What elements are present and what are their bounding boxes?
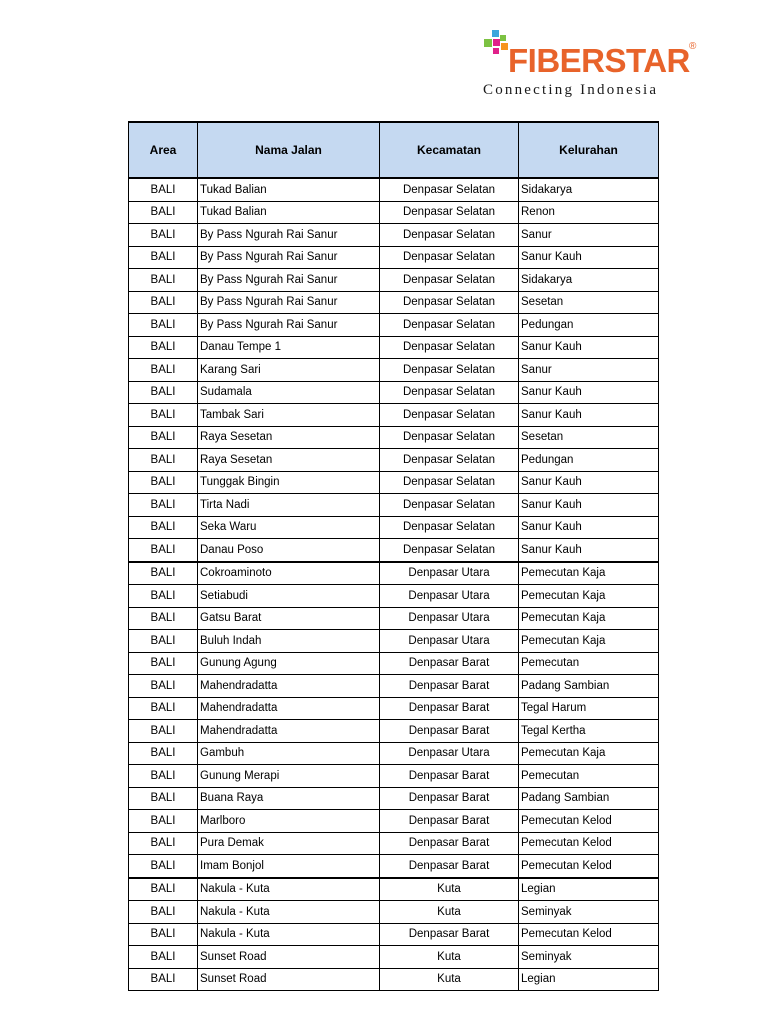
table-row [129, 314, 659, 337]
cell-kecamatan: Denpasar Selatan [380, 404, 519, 427]
cell-kecamatan: Kuta [380, 901, 519, 924]
cell-nama-jalan: Mahendradatta [198, 720, 380, 743]
cell-kecamatan: Denpasar Selatan [380, 314, 519, 337]
cell-area: BALI [129, 178, 198, 201]
cell-kecamatan: Denpasar Selatan [380, 494, 519, 517]
cell-kelurahan: Pemecutan Kaja [519, 607, 659, 630]
cell-kecamatan: Denpasar Barat [380, 720, 519, 743]
cell-kecamatan: Kuta [380, 968, 519, 991]
table-row [129, 291, 659, 314]
table-row [129, 607, 659, 630]
table-row [129, 742, 659, 765]
table-row [129, 765, 659, 788]
cell-kelurahan: Tegal Harum [519, 697, 659, 720]
table-row [129, 630, 659, 653]
cell-nama-jalan: Nakula - Kuta [198, 901, 380, 924]
cell-nama-jalan: Gambuh [198, 742, 380, 765]
table-header-row [129, 122, 659, 178]
cell-area: BALI [129, 269, 198, 292]
cell-area: BALI [129, 742, 198, 765]
cell-area: BALI [129, 359, 198, 382]
cell-nama-jalan: Buana Raya [198, 787, 380, 810]
cell-kelurahan: Pedungan [519, 449, 659, 472]
cell-nama-jalan: Sudamala [198, 381, 380, 404]
table-row [129, 787, 659, 810]
cell-kecamatan: Denpasar Selatan [380, 381, 519, 404]
table-row [129, 494, 659, 517]
cell-kelurahan: Sanur Kauh [519, 516, 659, 539]
cell-kecamatan: Denpasar Selatan [380, 269, 519, 292]
cell-nama-jalan: Tukad Balian [198, 178, 380, 201]
cell-kelurahan: Pemecutan Kaja [519, 742, 659, 765]
cell-kelurahan: Sidakarya [519, 269, 659, 292]
table-row [129, 516, 659, 539]
cell-nama-jalan: Sunset Road [198, 968, 380, 991]
cell-nama-jalan: Gunung Agung [198, 652, 380, 675]
cell-kecamatan: Denpasar Utara [380, 742, 519, 765]
cell-area: BALI [129, 404, 198, 427]
cell-kelurahan: Sanur Kauh [519, 404, 659, 427]
cell-nama-jalan: By Pass Ngurah Rai Sanur [198, 224, 380, 247]
cell-nama-jalan: Gunung Merapi [198, 765, 380, 788]
cell-kecamatan: Denpasar Selatan [380, 426, 519, 449]
table-row [129, 675, 659, 698]
table-row [129, 269, 659, 292]
table-row [129, 585, 659, 608]
cell-kelurahan: Padang Sambian [519, 787, 659, 810]
cell-nama-jalan: Tukad Balian [198, 201, 380, 224]
cell-kelurahan: Tegal Kertha [519, 720, 659, 743]
cell-kecamatan: Kuta [380, 878, 519, 901]
cell-area: BALI [129, 878, 198, 901]
cell-nama-jalan: Pura Demak [198, 832, 380, 855]
cell-nama-jalan: Cokroaminoto [198, 562, 380, 585]
table-row [129, 336, 659, 359]
table-row [129, 449, 659, 472]
cell-nama-jalan: By Pass Ngurah Rai Sanur [198, 291, 380, 314]
cell-kelurahan: Seminyak [519, 901, 659, 924]
cell-nama-jalan: Tambak Sari [198, 404, 380, 427]
cell-area: BALI [129, 246, 198, 269]
cell-area: BALI [129, 787, 198, 810]
cell-kelurahan: Pemecutan Kelod [519, 923, 659, 946]
cell-kecamatan: Denpasar Utara [380, 607, 519, 630]
table-row [129, 855, 659, 878]
cell-kelurahan: Sanur Kauh [519, 336, 659, 359]
cell-kelurahan: Sanur Kauh [519, 381, 659, 404]
cell-area: BALI [129, 516, 198, 539]
cell-area: BALI [129, 494, 198, 517]
cell-kecamatan: Denpasar Barat [380, 675, 519, 698]
cell-nama-jalan: Imam Bonjol [198, 855, 380, 878]
table-row [129, 178, 659, 201]
cell-kelurahan: Seminyak [519, 946, 659, 969]
cell-kecamatan: Denpasar Selatan [380, 449, 519, 472]
cell-kelurahan: Sanur [519, 224, 659, 247]
table-row [129, 968, 659, 991]
street-coverage-table [128, 121, 659, 991]
cell-nama-jalan: Tunggak Bingin [198, 471, 380, 494]
cell-nama-jalan: Sunset Road [198, 946, 380, 969]
table-row [129, 404, 659, 427]
cell-kelurahan: Pemecutan [519, 765, 659, 788]
cell-area: BALI [129, 426, 198, 449]
table-row [129, 539, 659, 562]
cell-nama-jalan: Mahendradatta [198, 675, 380, 698]
cell-nama-jalan: Seka Waru [198, 516, 380, 539]
logo-wordmark: FIBERSTAR [508, 42, 690, 79]
table-row [129, 471, 659, 494]
cell-area: BALI [129, 336, 198, 359]
cell-kelurahan: Sesetan [519, 291, 659, 314]
table-body [129, 178, 659, 991]
table-row [129, 359, 659, 382]
cell-kelurahan: Pemecutan [519, 652, 659, 675]
cell-area: BALI [129, 585, 198, 608]
table-row [129, 426, 659, 449]
cell-area: BALI [129, 923, 198, 946]
cell-nama-jalan: Tirta Nadi [198, 494, 380, 517]
cell-nama-jalan: Buluh Indah [198, 630, 380, 653]
cell-area: BALI [129, 855, 198, 878]
cell-kecamatan: Denpasar Utara [380, 562, 519, 585]
cell-area: BALI [129, 810, 198, 833]
cell-kelurahan: Legian [519, 878, 659, 901]
header-kelurahan: Kelurahan [519, 122, 659, 178]
cell-area: BALI [129, 946, 198, 969]
cell-kecamatan: Kuta [380, 946, 519, 969]
cell-area: BALI [129, 697, 198, 720]
cell-nama-jalan: Raya Sesetan [198, 426, 380, 449]
header-kecamatan: Kecamatan [380, 122, 519, 178]
cell-nama-jalan: Karang Sari [198, 359, 380, 382]
cell-area: BALI [129, 539, 198, 562]
fiberstar-logo [480, 28, 710, 108]
cell-area: BALI [129, 901, 198, 924]
cell-nama-jalan: By Pass Ngurah Rai Sanur [198, 246, 380, 269]
cell-kecamatan: Denpasar Barat [380, 765, 519, 788]
cell-kecamatan: Denpasar Selatan [380, 516, 519, 539]
cell-kelurahan: Pemecutan Kelod [519, 832, 659, 855]
cell-kecamatan: Denpasar Barat [380, 810, 519, 833]
cell-kecamatan: Denpasar Utara [380, 585, 519, 608]
cell-kelurahan: Sanur [519, 359, 659, 382]
cell-area: BALI [129, 675, 198, 698]
cell-area: BALI [129, 201, 198, 224]
cell-kecamatan: Denpasar Selatan [380, 471, 519, 494]
cell-area: BALI [129, 471, 198, 494]
cell-area: BALI [129, 314, 198, 337]
cell-kelurahan: Pemecutan Kaja [519, 630, 659, 653]
table-row [129, 652, 659, 675]
cell-kecamatan: Denpasar Selatan [380, 178, 519, 201]
cell-nama-jalan: Nakula - Kuta [198, 923, 380, 946]
table-row [129, 224, 659, 247]
cell-kelurahan: Sanur Kauh [519, 471, 659, 494]
cell-kelurahan: Sanur Kauh [519, 246, 659, 269]
cell-nama-jalan: Nakula - Kuta [198, 878, 380, 901]
cell-kelurahan: Sanur Kauh [519, 539, 659, 562]
cell-kelurahan: Pemecutan Kaja [519, 562, 659, 585]
cell-area: BALI [129, 607, 198, 630]
cell-nama-jalan: By Pass Ngurah Rai Sanur [198, 314, 380, 337]
table-row [129, 832, 659, 855]
cell-kelurahan: Renon [519, 201, 659, 224]
cell-kelurahan: Pemecutan Kaja [519, 585, 659, 608]
cell-kecamatan: Denpasar Barat [380, 652, 519, 675]
cell-nama-jalan: Setiabudi [198, 585, 380, 608]
cell-kelurahan: Pedungan [519, 314, 659, 337]
cell-kecamatan: Denpasar Selatan [380, 291, 519, 314]
cell-kelurahan: Pemecutan Kelod [519, 855, 659, 878]
cell-nama-jalan: Gatsu Barat [198, 607, 380, 630]
cell-nama-jalan: Mahendradatta [198, 697, 380, 720]
cell-nama-jalan: Danau Tempe 1 [198, 336, 380, 359]
header-nama-jalan: Nama Jalan [198, 122, 380, 178]
cell-area: BALI [129, 968, 198, 991]
registered-mark: ® [689, 41, 697, 52]
cell-kecamatan: Denpasar Selatan [380, 539, 519, 562]
cell-area: BALI [129, 765, 198, 788]
cell-area: BALI [129, 224, 198, 247]
cell-kelurahan: Pemecutan Kelod [519, 810, 659, 833]
cell-nama-jalan: Marlboro [198, 810, 380, 833]
cell-kecamatan: Denpasar Selatan [380, 224, 519, 247]
table-row [129, 810, 659, 833]
cell-kelurahan: Sidakarya [519, 178, 659, 201]
cell-area: BALI [129, 720, 198, 743]
table-row [129, 923, 659, 946]
table-row [129, 697, 659, 720]
cell-kecamatan: Denpasar Selatan [380, 201, 519, 224]
table-row [129, 381, 659, 404]
cell-kecamatan: Denpasar Barat [380, 832, 519, 855]
table-row [129, 901, 659, 924]
table-row [129, 878, 659, 901]
cell-kecamatan: Denpasar Barat [380, 787, 519, 810]
cell-area: BALI [129, 652, 198, 675]
cell-kelurahan: Legian [519, 968, 659, 991]
cell-kelurahan: Sesetan [519, 426, 659, 449]
cell-kelurahan: Sanur Kauh [519, 494, 659, 517]
cell-kecamatan: Denpasar Barat [380, 923, 519, 946]
cell-kelurahan: Padang Sambian [519, 675, 659, 698]
cell-area: BALI [129, 381, 198, 404]
cell-area: BALI [129, 630, 198, 653]
cell-nama-jalan: Danau Poso [198, 539, 380, 562]
table-row [129, 246, 659, 269]
cell-nama-jalan: By Pass Ngurah Rai Sanur [198, 269, 380, 292]
cell-kecamatan: Denpasar Selatan [380, 246, 519, 269]
cell-area: BALI [129, 291, 198, 314]
table-row [129, 720, 659, 743]
table-row [129, 201, 659, 224]
cell-area: BALI [129, 832, 198, 855]
cell-kecamatan: Denpasar Utara [380, 630, 519, 653]
cell-nama-jalan: Raya Sesetan [198, 449, 380, 472]
cell-area: BALI [129, 449, 198, 472]
cell-kecamatan: Denpasar Barat [380, 855, 519, 878]
header-area: Area [129, 122, 198, 178]
cell-kecamatan: Denpasar Selatan [380, 359, 519, 382]
cell-kecamatan: Denpasar Barat [380, 697, 519, 720]
cell-area: BALI [129, 562, 198, 585]
table-row [129, 946, 659, 969]
table-row [129, 562, 659, 585]
logo-tagline: Connecting Indonesia [483, 82, 659, 98]
cell-kecamatan: Denpasar Selatan [380, 336, 519, 359]
